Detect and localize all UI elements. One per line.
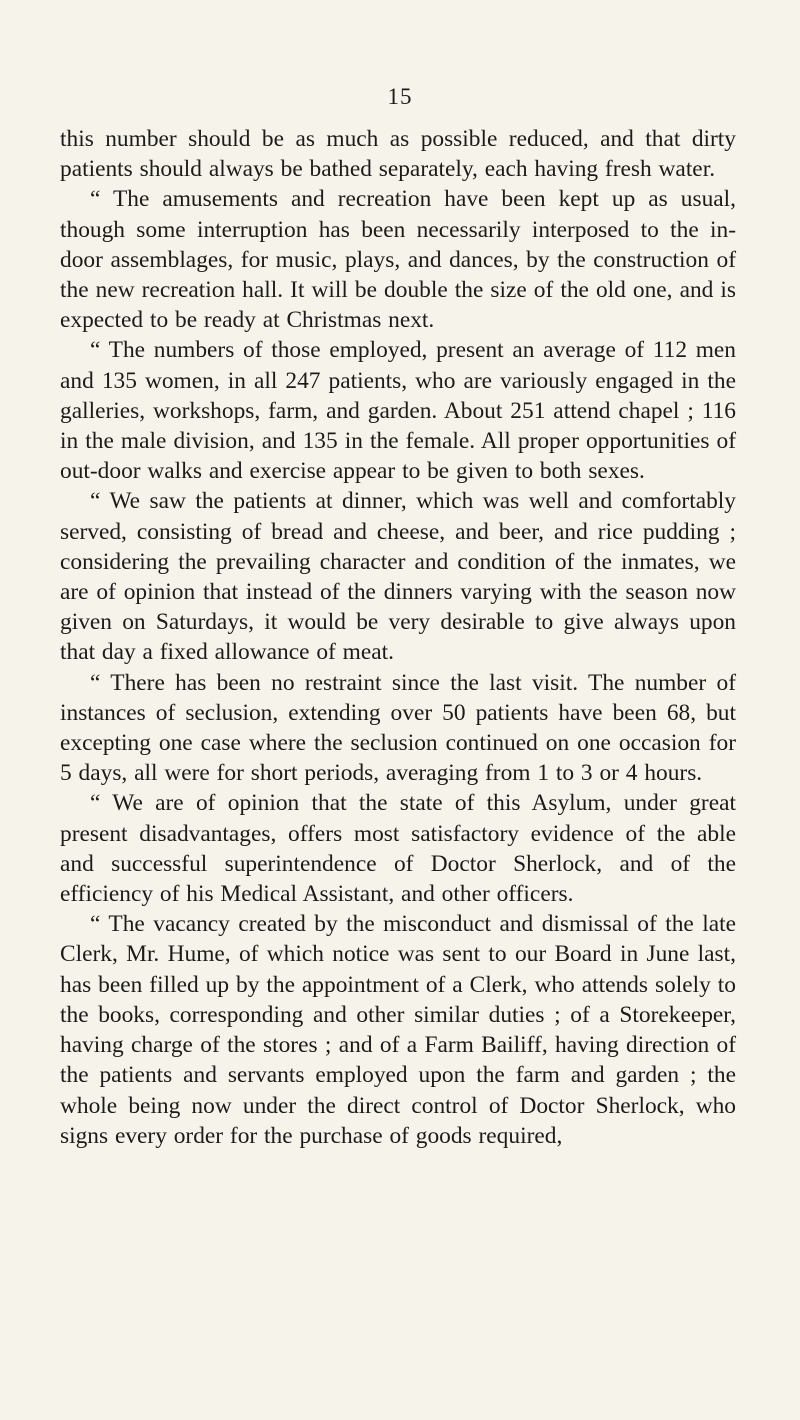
page-number: 15 xyxy=(387,84,413,109)
paragraph: “ The numbers of those employed, present an average of 112 men and 135 women, in all 247 patients, who are variously engaged in the galleries, workshops, farm, and garden. About 251 attend chapel ; 116 in the male division, and 135 in the female. All proper opportunities of out-door walks and exercise appear to be given to both sexes. xyxy=(60,337,736,485)
paragraph: this number should be as much as possible reduced, and that dirty patients should always be bathed separately, each having fresh water. xyxy=(60,126,736,183)
body-text xyxy=(60,124,736,1151)
paragraph: “ The amusements and recreation have been kept up as usual, though some interruption has been necessarily interposed to the in-door assemblages, for music, plays, and dances, by the construction of the new recreation hall. It will be double the size of the old one, and is expected to be ready at Christmas next. xyxy=(60,186,736,334)
paragraph: “ We are of opinion that the state of this Asylum, under great present disadvantages, offers most satisfactory evidence of the able and successful superintendence of Doctor Sherlock, and of the efficiency of his Medical Assistant, and other officers. xyxy=(60,790,736,908)
paragraph: “ The vacancy created by the misconduct and dismissal of the late Clerk, Mr. Hume, of which notice was sent to our Board in June last, has been filled up by the appointment of a Clerk, who attends solely to the books, corresponding and other similar duties ; of a Storekeeper, having charge of the stores ; and of a Farm Bailiff, having direction of the patients and servants employed upon the farm and garden ; the whole being now under the direct control of Doctor Sherlock, who signs every order for the purchase of goods required, xyxy=(60,911,736,1149)
paragraph: “ We saw the patients at dinner, which was well and comfortably served, consisting of bread and cheese, and beer, and rice pudding ; considering the prevailing character and condition of the inmates, we are of opinion that instead of the dinners varying with the season now given on Saturdays, it would be very desirable to give always upon that day a fixed allowance of meat. xyxy=(60,488,736,666)
paragraph: “ There has been no restraint since the last visit. The number of instances of seclusion, extending over 50 patients have been 68, but excepting one case where the seclusion continued on one occasion for 5 days, all were for short periods, averaging from 1 to 3 or 4 hours. xyxy=(60,669,736,787)
